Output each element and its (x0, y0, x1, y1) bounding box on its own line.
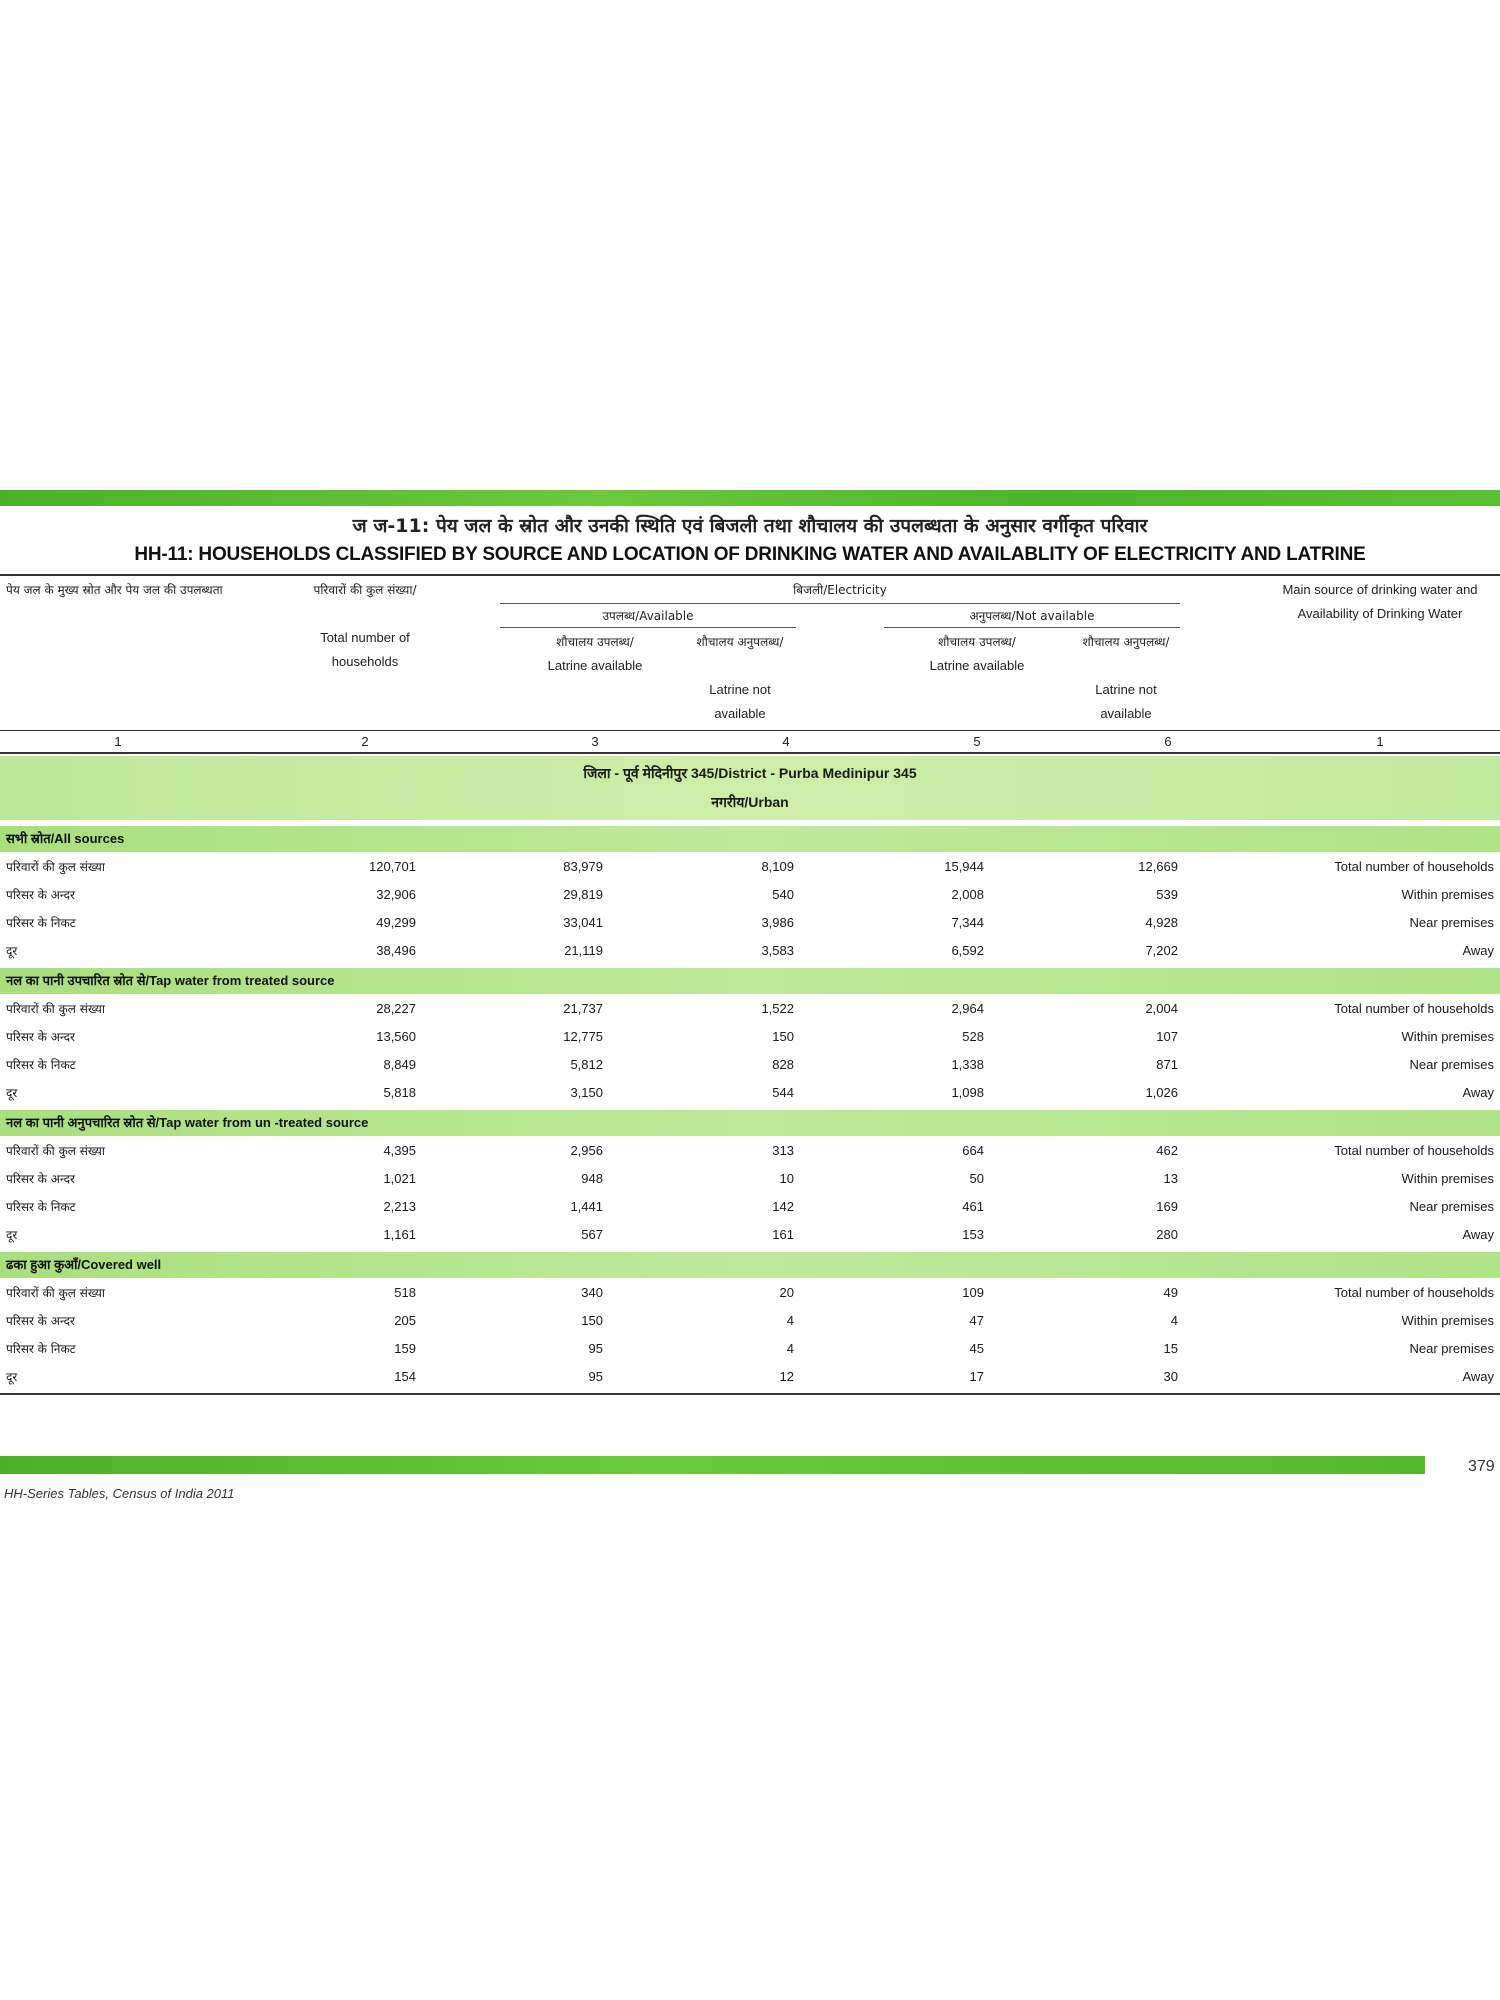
elec-no-latrine-cell: 20 (779, 1285, 794, 1300)
section-label: नल का पानी अनुपचारित स्रोत से/Tap water from un -treated source (6, 1115, 369, 1130)
row-label: परिसर के निकट (6, 1058, 76, 1072)
table-row (0, 1079, 1500, 1107)
table-row (0, 881, 1500, 909)
table-row (0, 1137, 1500, 1165)
row-label-english: Within premises (1401, 887, 1494, 902)
elec-latrine-cell: 567 (581, 1227, 603, 1242)
noelec-latrine-cell: 153 (962, 1227, 984, 1242)
table-row (0, 1051, 1500, 1079)
elec-no-latrine-cell: 4 (786, 1341, 794, 1356)
noelec-no-latrine-cell: 2,004 (1145, 1001, 1178, 1016)
noelec-latrine-cell: 17 (969, 1369, 984, 1384)
section-label: ढका हुआ कुआँ/Covered well (6, 1257, 162, 1272)
total-households-cell: 8,849 (383, 1057, 416, 1072)
elec-no-latrine-cell: 150 (772, 1029, 794, 1044)
noelec-latrine-cell: 50 (969, 1171, 984, 1186)
section-label: नल का पानी उपचारित स्रोत से/Tap water from treated source (6, 973, 335, 988)
row-label: दूर (6, 1086, 18, 1100)
table-row (0, 853, 1500, 881)
section-label: सभी स्रोत/All sources (6, 831, 125, 846)
not-available-header: अनुपलब्ध/Not available (969, 609, 1095, 623)
noelec-no-latrine-cell: 13 (1163, 1171, 1178, 1186)
header-top-rule (0, 574, 1500, 576)
noelec-latrine-cell: 6,592 (951, 943, 984, 958)
total-households-cell: 5,818 (383, 1085, 416, 1100)
row-label: परिसर के निकट (6, 1342, 76, 1356)
row-label-english: Within premises (1401, 1171, 1494, 1186)
noelec-latrine-cell: 528 (962, 1029, 984, 1044)
row-label: परिसर के अन्दर (6, 1030, 75, 1044)
col6-header-english: Latrine not available (1095, 682, 1157, 721)
available-header: उपलब्ध/Available (602, 609, 694, 623)
col-number-1: 1 (114, 734, 122, 749)
noelec-latrine-cell: 45 (969, 1341, 984, 1356)
elec-no-latrine-cell: 313 (772, 1143, 794, 1158)
total-households-cell: 1,161 (383, 1227, 416, 1242)
elec-no-latrine-cell: 544 (772, 1085, 794, 1100)
elec-latrine-cell: 3,150 (570, 1085, 603, 1100)
elec-no-latrine-cell: 142 (772, 1199, 794, 1214)
row-label-english: Total number of households (1334, 859, 1494, 874)
row-label: परिसर के निकट (6, 916, 76, 930)
elec-latrine-cell: 948 (581, 1171, 603, 1186)
row-label-english: Near premises (1409, 1341, 1494, 1356)
total-households-cell: 13,560 (376, 1029, 416, 1044)
table-row (0, 1279, 1500, 1307)
noelec-no-latrine-cell: 169 (1156, 1199, 1178, 1214)
col6-header-hindi: शौचालय अनुपलब्ध/ (1082, 635, 1170, 649)
elec-no-latrine-cell: 8,109 (761, 859, 794, 874)
noelec-latrine-cell: 664 (962, 1143, 984, 1158)
elec-no-latrine-cell: 10 (779, 1171, 794, 1186)
col5-header-hindi: शौचालय उपलब्ध/ (938, 635, 1016, 649)
elec-latrine-cell: 5,812 (570, 1057, 603, 1072)
noelec-no-latrine-cell: 4 (1170, 1313, 1178, 1328)
electricity-header: बिजली/Electricity (793, 583, 887, 597)
col-number-6: 6 (1164, 734, 1172, 749)
row-label-english: Within premises (1401, 1029, 1494, 1044)
row-label: दूर (6, 1370, 18, 1384)
table-row (0, 937, 1500, 965)
section-band (0, 826, 1500, 852)
column-number-rule (0, 752, 1500, 754)
col1-header-hindi: पेय जल के मुख्य स्रोत और पेय जल की उपलब्धता (6, 583, 223, 597)
total-households-cell: 1,021 (383, 1171, 416, 1186)
row-label-english: Within premises (1401, 1313, 1494, 1328)
total-households-cell: 518 (394, 1285, 416, 1300)
elec-latrine-cell: 2,956 (570, 1143, 603, 1158)
noelec-no-latrine-cell: 30 (1163, 1369, 1178, 1384)
row-label-english: Away (1462, 1369, 1494, 1384)
elec-no-latrine-cell: 3,986 (761, 915, 794, 930)
row-label-english: Total number of households (1334, 1001, 1494, 1016)
noelec-latrine-cell: 1,338 (951, 1057, 984, 1072)
table-row (0, 995, 1500, 1023)
table-row (0, 1165, 1500, 1193)
table-bottom-rule (0, 1393, 1500, 1395)
noelec-latrine-cell: 7,344 (951, 915, 984, 930)
noelec-no-latrine-cell: 15 (1163, 1341, 1178, 1356)
col-number-4: 4 (782, 734, 790, 749)
noelec-no-latrine-cell: 7,202 (1145, 943, 1178, 958)
noelec-no-latrine-cell: 1,026 (1145, 1085, 1178, 1100)
total-households-cell: 154 (394, 1369, 416, 1384)
row-label-english: Near premises (1409, 1199, 1494, 1214)
row-label-english: Away (1462, 1227, 1494, 1242)
noelec-no-latrine-cell: 49 (1163, 1285, 1178, 1300)
section-band (0, 1252, 1500, 1278)
noelec-no-latrine-cell: 871 (1156, 1057, 1178, 1072)
table-row (0, 1193, 1500, 1221)
col-number-2: 2 (361, 734, 369, 749)
last-col-header-english: Main source of drinking water and Availability of Drinking Water (1282, 582, 1478, 621)
row-label: परिसर के अन्दर (6, 888, 75, 902)
elec-latrine-cell: 340 (581, 1285, 603, 1300)
total-households-cell: 38,496 (376, 943, 416, 958)
page-number: 379 (1468, 1458, 1495, 1475)
noelec-no-latrine-cell: 280 (1156, 1227, 1178, 1242)
table-row (0, 909, 1500, 937)
noelec-no-latrine-cell: 107 (1156, 1029, 1178, 1044)
col2-header-hindi: परिवारों की कुल संख्या/ (313, 583, 417, 597)
table-row (0, 1363, 1500, 1391)
col-number-last: 1 (1376, 734, 1384, 749)
footer-citation: HH-Series Tables, Census of India 2011 (4, 1486, 235, 1501)
table-row (0, 1221, 1500, 1249)
noelec-no-latrine-cell: 4,928 (1145, 915, 1178, 930)
row-label-english: Near premises (1409, 1057, 1494, 1072)
total-households-cell: 120,701 (369, 859, 416, 874)
total-households-cell: 4,395 (383, 1143, 416, 1158)
noelec-latrine-cell: 15,944 (944, 859, 984, 874)
col5-header-english: Latrine available (929, 658, 1025, 673)
noelec-latrine-cell: 109 (962, 1285, 984, 1300)
elec-no-latrine-cell: 828 (772, 1057, 794, 1072)
row-label: परिवारों की कुल संख्या (6, 1144, 105, 1158)
elec-latrine-cell: 29,819 (563, 887, 603, 902)
noelec-no-latrine-cell: 12,669 (1138, 859, 1178, 874)
col3-header-english: Latrine available (547, 658, 643, 673)
noelec-latrine-cell: 2,964 (951, 1001, 984, 1016)
elec-latrine-cell: 21,737 (563, 1001, 603, 1016)
row-label-english: Away (1462, 943, 1494, 958)
row-label: परिसर के निकट (6, 1200, 76, 1214)
elec-latrine-cell: 21,119 (564, 943, 603, 958)
table-title-hindi: ज ज-11: पेय जल के स्रोत और उनकी स्थिति एवं बिजली तथा शौचालय की उपलब्धता के अनुसार वर्गीकृत परिवार (352, 515, 1148, 537)
total-households-cell: 159 (394, 1341, 416, 1356)
row-label-english: Away (1462, 1085, 1494, 1100)
total-households-cell: 205 (394, 1313, 416, 1328)
row-label-english: Total number of households (1334, 1143, 1494, 1158)
row-label: परिवारों की कुल संख्या (6, 860, 105, 874)
row-label: दूर (6, 944, 18, 958)
total-households-cell: 2,213 (383, 1199, 416, 1214)
elec-latrine-cell: 33,041 (563, 915, 603, 930)
top-green-band (0, 490, 1500, 506)
bottom-green-band (0, 1456, 1425, 1474)
row-label: परिवारों की कुल संख्या (6, 1002, 105, 1016)
elec-no-latrine-cell: 540 (772, 887, 794, 902)
elec-no-latrine-cell: 4 (786, 1313, 794, 1328)
elec-latrine-cell: 1,441 (570, 1199, 603, 1214)
noelec-latrine-cell: 47 (969, 1313, 984, 1328)
noelec-latrine-cell: 461 (962, 1199, 984, 1214)
col2-header-english: Total number of households (320, 630, 410, 669)
table-title-english: HH-11: HOUSEHOLDS CLASSIFIED BY SOURCE AND LOCATION OF DRINKING WATER AND AVAILABLITY OF ELECTRICITY AND LATRINE (134, 544, 1366, 565)
col-number-3: 3 (591, 734, 599, 749)
header-bottom-rule (0, 730, 1500, 731)
noelec-no-latrine-cell: 539 (1156, 887, 1178, 902)
row-label: दूर (6, 1228, 18, 1242)
elec-no-latrine-cell: 3,583 (761, 943, 794, 958)
table-row (0, 1023, 1500, 1051)
area-type: नगरीय/Urban (711, 794, 789, 810)
total-households-cell: 32,906 (376, 887, 416, 902)
row-label-english: Total number of households (1334, 1285, 1494, 1300)
total-households-cell: 28,227 (376, 1001, 416, 1016)
elec-no-latrine-cell: 12 (779, 1369, 794, 1384)
elec-latrine-cell: 95 (588, 1369, 603, 1384)
total-households-cell: 49,299 (376, 915, 416, 930)
noelec-no-latrine-cell: 462 (1156, 1143, 1178, 1158)
elec-latrine-cell: 95 (588, 1341, 603, 1356)
elec-no-latrine-cell: 1,522 (761, 1001, 794, 1016)
elec-latrine-cell: 83,979 (563, 859, 603, 874)
table-row (0, 1307, 1500, 1335)
row-label: परिसर के अन्दर (6, 1172, 75, 1186)
col-number-5: 5 (973, 734, 981, 749)
col3-header-hindi: शौचालय उपलब्ध/ (556, 635, 634, 649)
row-label: परिवारों की कुल संख्या (6, 1286, 105, 1300)
row-label: परिसर के अन्दर (6, 1314, 75, 1328)
district-name: जिला - पूर्व मेदिनीपुर 345/District - Purba Medinipur 345 (583, 765, 917, 781)
col4-header-hindi: शौचालय अनुपलब्ध/ (696, 635, 784, 649)
row-label-english: Near premises (1409, 915, 1494, 930)
table-row (0, 1335, 1500, 1363)
col4-header-english: Latrine not available (709, 682, 771, 721)
elec-no-latrine-cell: 161 (772, 1227, 794, 1242)
elec-latrine-cell: 12,775 (563, 1029, 603, 1044)
noelec-latrine-cell: 2,008 (951, 887, 984, 902)
elec-latrine-cell: 150 (581, 1313, 603, 1328)
noelec-latrine-cell: 1,098 (951, 1085, 984, 1100)
